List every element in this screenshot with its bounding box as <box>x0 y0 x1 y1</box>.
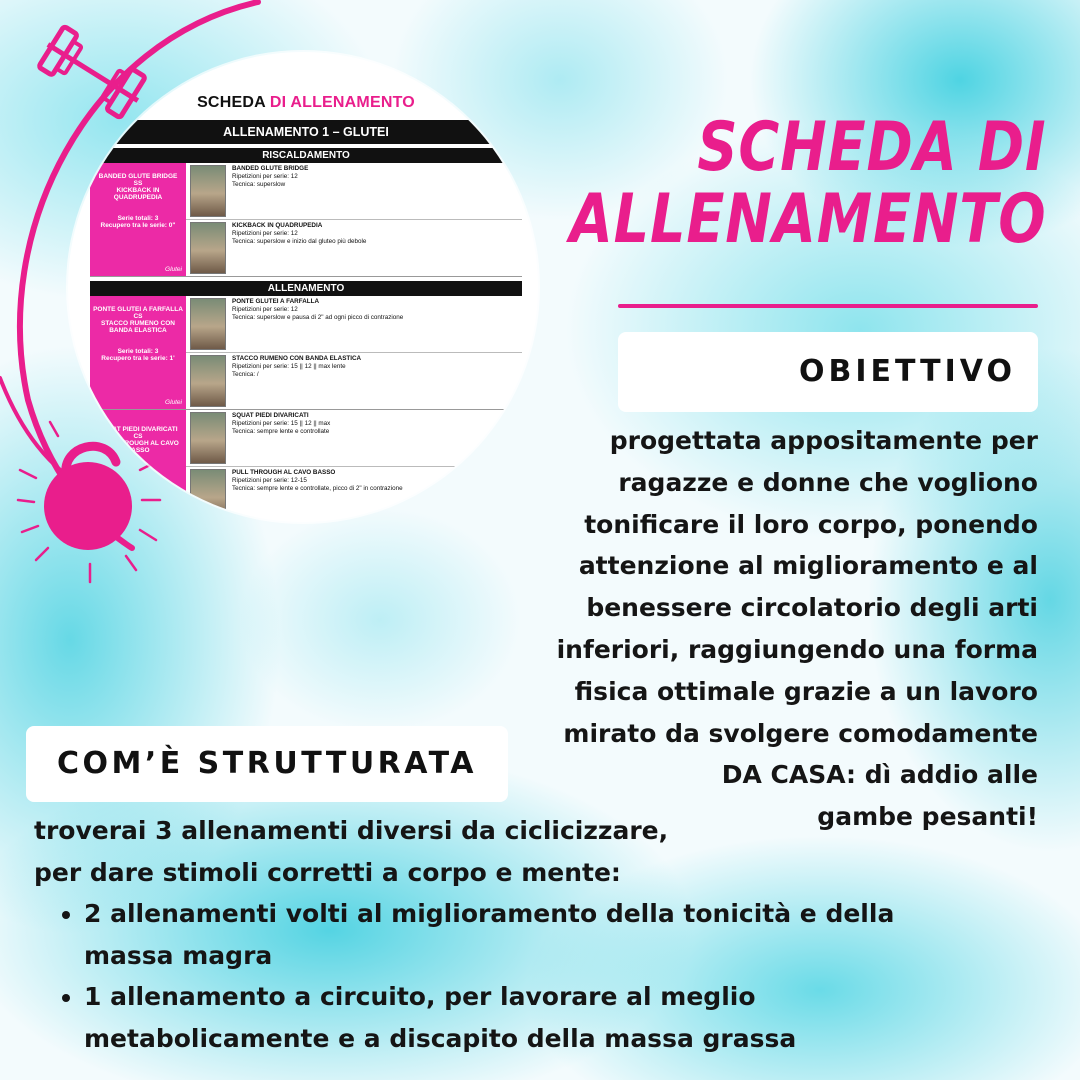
exercise-name: PONTE GLUTEI A FARFALLA <box>232 298 319 305</box>
group-label <box>90 296 186 409</box>
group-label-line: KICKBACK IN QUADRUPEDIA <box>113 187 163 201</box>
bullet-line: 2 allenamenti volti al miglioramento della tonicità e della <box>84 899 895 928</box>
exercise-name: BANDED GLUTE BRIDGE <box>232 165 309 172</box>
group-note: Glutei <box>165 399 182 406</box>
workout-sheet <box>90 94 522 522</box>
exercise-technique: Tecnica: sempre lente e controllate, picco di 2" in contrazione <box>232 485 403 492</box>
bullet-line: 1 allenamento a circuito, per lavorare al meglio <box>84 982 756 1011</box>
section-header-workout: ALLENAMENTO <box>90 281 522 296</box>
objective-text <box>518 420 1038 838</box>
exercise-technique: Tecnica: / <box>232 371 259 378</box>
group-label-line: SS <box>133 180 143 187</box>
exercise-row <box>186 467 522 522</box>
exercise-reps: Ripetizioni per serie: 15 || 12 || max <box>232 420 331 427</box>
exercise-reps: Ripetizioni per serie: 12 <box>232 173 298 180</box>
objective-line: inferiori, raggiungendo una forma <box>556 634 1038 664</box>
exercise-name: PULL THROUGH AL CAVO BASSO <box>232 469 336 476</box>
objective-line: DA CASA: dì addio alle <box>721 760 1038 790</box>
structure-intro: per dare stimoli corretti a corpo e mente: <box>34 857 621 887</box>
structure-label: COM’È STRUTTURATA <box>26 726 508 802</box>
group-label-line: STACCO RUMENO CON BANDA ELASTICA <box>101 320 175 334</box>
group-label-line: SQUAT PIEDI DIVARICATI <box>98 426 178 433</box>
exercise-reps: Ripetizioni per serie: 12 <box>232 230 298 237</box>
group-label <box>90 410 186 522</box>
exercise-row <box>186 163 522 220</box>
headline-underline <box>618 304 1038 308</box>
group-label-line: PONTE GLUTEI A FARFALLA <box>93 306 183 313</box>
exercise-text <box>232 467 522 522</box>
objective-line: fisica ottimale grazie a un lavoro <box>574 676 1038 706</box>
sheet-title-b: DI ALLENAMENTO <box>269 94 415 111</box>
objective-label: OBIETTIVO <box>618 332 1038 412</box>
exercise-text <box>232 220 522 276</box>
objective-line: attenzione al miglioramento e al <box>578 551 1038 581</box>
structure-text <box>34 810 1024 1059</box>
structure-bullet <box>84 976 1024 1059</box>
exercise-photo <box>190 469 226 521</box>
section-header-warmup: RISCALDAMENTO <box>90 148 522 163</box>
objective-line: mirato da svolgere comodamente <box>563 718 1038 748</box>
objective-line: benessere circolatorio degli arti <box>586 593 1038 623</box>
exercise-name: STACCO RUMENO CON BANDA ELASTICA <box>232 355 362 362</box>
group-label-spacer <box>93 334 183 348</box>
exercise-name: KICKBACK IN QUADRUPEDIA <box>232 222 323 229</box>
objective-line: gambe pesanti! <box>817 802 1038 832</box>
objective-line: progettata appositamente per <box>609 426 1038 455</box>
group-label-line: Serie totali: 3 <box>117 215 159 222</box>
structure-intro: troverai 3 allenamenti diversi da ciclicizzare, <box>34 816 669 845</box>
group-label-line: CS <box>133 313 143 320</box>
group-label-line: CS <box>133 433 143 440</box>
group-label <box>90 163 186 276</box>
group-exercises <box>186 296 522 409</box>
exercise-group <box>90 410 522 522</box>
exercise-row <box>186 353 522 409</box>
group-label-line: BANDED GLUTE BRIDGE <box>98 173 178 180</box>
bullet-line: metabolicamente e a discapito della massa grassa <box>84 1023 797 1053</box>
exercise-technique: Tecnica: superslow e pausa di 2" ad ogni picco di contrazione <box>232 314 404 321</box>
exercise-photo <box>190 298 226 350</box>
structure-list <box>34 893 1024 1059</box>
group-label-line: Serie totali: 3 <box>117 348 159 355</box>
group-label-line: Recupero tra le serie: 0" <box>100 222 176 229</box>
sheet-title <box>90 94 522 112</box>
structure-bullet <box>84 893 1024 976</box>
exercise-text <box>232 163 522 219</box>
group-label-line: Recupero tra le serie: 1' <box>101 355 175 362</box>
headline-line-1: SCHEDA DI <box>696 108 1046 187</box>
exercise-name: SQUAT PIEDI DIVARICATI <box>232 412 309 419</box>
objective-line: ragazze e donne che vogliono <box>618 467 1038 497</box>
sheet-title-a: SCHEDA <box>197 94 266 111</box>
group-label-spacer <box>93 201 183 215</box>
exercise-photo <box>190 355 226 407</box>
group-note: Glutei <box>165 266 182 273</box>
group-exercises <box>186 410 522 522</box>
exercise-text <box>232 296 522 352</box>
exercise-photo <box>190 222 226 274</box>
workout-bar: ALLENAMENTO 1 – GLUTEI <box>90 120 522 144</box>
exercise-reps: Ripetizioni per serie: 15 || 12 || max lente <box>232 363 346 370</box>
exercise-photo <box>190 165 226 217</box>
headline <box>569 108 1046 259</box>
exercise-technique: Tecnica: superslow <box>232 181 286 188</box>
exercise-row <box>186 296 522 353</box>
exercise-reps: Ripetizioni per serie: 12 <box>232 306 298 313</box>
exercise-row <box>186 410 522 467</box>
exercise-text <box>232 353 522 409</box>
objective-line: tonificare il loro corpo, ponendo <box>584 509 1038 539</box>
bullet-line: massa magra <box>84 940 273 970</box>
exercise-group <box>90 163 522 277</box>
exercise-text <box>232 410 522 466</box>
exercise-technique: Tecnica: superslow e inizio dal gluteo più debole <box>232 238 367 245</box>
group-exercises <box>186 163 522 276</box>
exercise-reps: Ripetizioni per serie: 12-15 <box>232 477 307 484</box>
workout-sheet-preview <box>68 52 538 522</box>
exercise-technique: Tecnica: sempre lente e controllate <box>232 428 330 435</box>
exercise-group <box>90 296 522 410</box>
exercise-photo <box>190 412 226 464</box>
exercise-row <box>186 220 522 276</box>
group-label-line: PULL THROUGH AL CAVO BASSO <box>97 440 179 454</box>
headline-line-2: ALLENAMENTO <box>569 180 1046 259</box>
